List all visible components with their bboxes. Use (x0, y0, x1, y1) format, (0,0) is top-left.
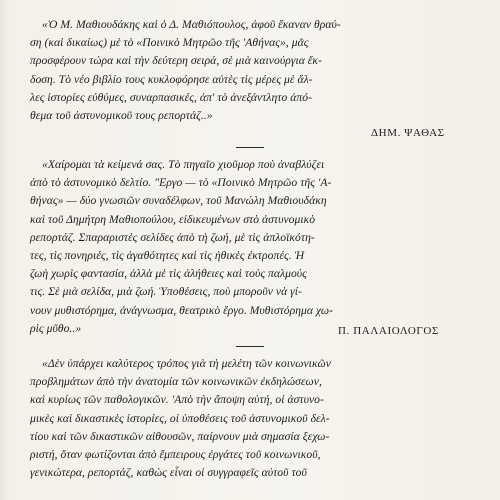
quote-line: θεμα τοῦ ἀστυνομικοῦ τους ρεπορτάζ..» (30, 109, 213, 123)
section-divider (236, 346, 264, 347)
review-author-1: ΔΗΜ. ΨΑΘΑΣ (371, 127, 445, 139)
section-divider (236, 147, 264, 148)
review-author-2: Π. ΠΑΛΑΙΟΛΟΓΟΣ (338, 325, 439, 337)
quote-line: ἀπὸ τὸ ἀστυνομικὸ δελτίο. "Εργο — τὸ «Ποινικὸ Μητρῶο τῆς 'Α- (30, 176, 332, 190)
quote-line: προβλημάτων ἀπὸ τὴν ἀνατομία τῶν κοινωνικῶν ἐκδηλώσεων, (30, 375, 322, 389)
quote-line: θήνας» — δύο γνωσιῶν συναδέλφων, τοῦ Μανώλη Μαθιουδάκη (30, 194, 327, 208)
quote-line: ση (καὶ δικαίως) μὲ τὸ «Ποινικὸ Μητρῶο τῆς 'Αθήνας», μᾶς (30, 36, 309, 50)
quote-line: «Χαίρομαι τὰ κείμενά σας. Τὸ πηγαῖο χιοῦμορ ποὺ ἀναβλύζει (42, 158, 325, 171)
quote-line: προσφέρουν τώρα καὶ τὴν δεύτερη σειρά, σὲ μιὰ καινούργια ἔκ- (30, 54, 322, 68)
quote-line: ζωὴ χωρὶς φαντασία, ἀλλὰ μὲ τὶς ἀλήθειες καὶ τοὺς παλμούς (30, 267, 307, 281)
quote-line: λες ἱστορίες εὐθύμες, συναρπασικές, ἀπ' τὸ ἀνεξάντλητο ἀπό- (30, 90, 313, 104)
quote-line: γενικώτερα, ρεπορτάζ, καθὼς εἶναι οἱ συγγραφεῖς αὐτοῦ τοῦ (30, 466, 307, 480)
review-quote-1 (30, 16, 480, 125)
quote-line: τίου καὶ τῶν δικαστικῶν αἰθουσῶν, παίρνουν μιὰ σημασία ξεχω- (30, 429, 330, 443)
quote-line: τες, τὶς πονηριές, τὶς ἀγαθότητες καὶ τὶς ἠθικὲς ἐκτροπές. Ἡ (30, 249, 305, 263)
quote-line: ριστή, ὅταν φωτίζονται ἀπὸ ἔμπειρους ἐργάτες τοῦ κοινωνικοῦ, (30, 448, 321, 462)
quote-line: ρεπορτάζ. Σπαραριστὲς σελίδες ἀπὸ τὴ ζωή, μὲ τὶς ἀπλοϊκότη- (30, 230, 315, 244)
quote-line: τις. Σὲ μιὰ σελίδα, μιὰ ζωή. Ὑποθέσεις, ποὺ μποροῦν νὰ γί- (30, 285, 302, 299)
quote-line: «Δὲν ὑπάρχει καλύτερος τρόπος γιὰ τὴ μελέτη τῶν κοινωνικῶν (42, 357, 331, 370)
quote-line: «Ὁ Μ. Μαθιουδάκης καὶ ὁ Δ. Μαθιόπουλος, ἀφοῦ ἔκαναν θραύ- (42, 18, 341, 31)
quote-line: μικὲς καὶ δικαστικὲς ἱστορίες, οἱ ὑποθέσεις τοῦ ἀστυνομικοῦ δελ- (30, 411, 330, 425)
quote-line: δοση. Τὸ νέο βιβλίο τους κυκλοφόρησε αὐτὲς τὶς μέρες μὲ ἄλ- (30, 72, 313, 86)
quote-line: νουν μυθιστόρημα, ἀνάγνωσμα, θεατρικὸ ἔργο. Μυθιστόρημα χω- (30, 303, 334, 317)
quote-line: ρὶς μῦθο..» (30, 321, 82, 335)
quote-line: καὶ τοῦ Δημήτρη Μαθιοπούλου, εἰδικευμένων στὸ ἀστυνομικὸ (30, 212, 316, 226)
review-quote-3 (30, 355, 480, 482)
review-quote-2 (30, 156, 480, 338)
quote-line: καὶ κυρίως τῶν παθολογικῶν. 'Απὸ τὴν ἄποψη αὐτή, οἱ ἀστυνο- (30, 393, 324, 407)
